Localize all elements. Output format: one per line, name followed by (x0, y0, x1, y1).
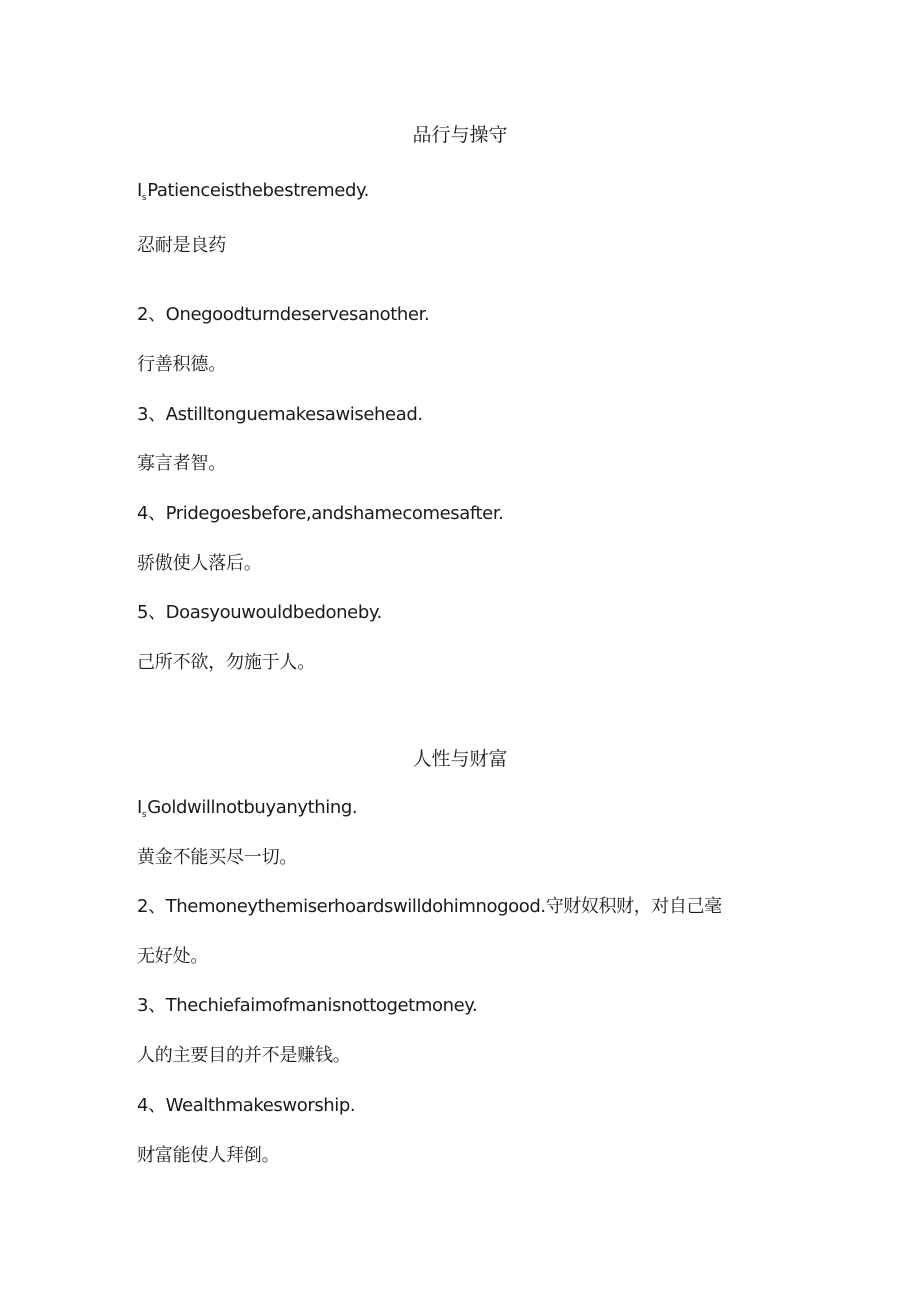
proverb-text: Onegoodturndeservesanother. (165, 304, 430, 325)
proverb-line (137, 179, 369, 210)
section-title: 品行与操守 (412, 124, 508, 146)
translation-line: 寡言者智。 (137, 453, 226, 474)
proverb-line (137, 403, 423, 427)
proverb-text: Thechiefaimofmanisnottogetmoney. (165, 995, 478, 1016)
item-separator: 、 (148, 896, 166, 917)
translation-line: 黄金不能买尽一切。 (137, 847, 298, 868)
item-separator: 、 (148, 1095, 166, 1116)
proverb-text: Astilltonguemakesawisehead. (165, 404, 423, 425)
item-number: I (137, 180, 142, 201)
proverb-text: Doasyouwouldbedoneby. (165, 602, 382, 623)
proverb-line (137, 601, 382, 625)
item-number: 2 (137, 896, 149, 917)
proverb-line (137, 994, 477, 1018)
proverb-text: Goldwillnotbuyanything. (147, 797, 358, 818)
proverb-line (137, 895, 722, 919)
item-separator: 、 (148, 602, 166, 623)
item-number-sub: s (141, 810, 147, 820)
translation-line: 无好处。 (137, 946, 209, 967)
item-number: 3 (137, 404, 149, 425)
item-number: 2 (137, 304, 149, 325)
proverb-line (137, 1094, 355, 1118)
translation-line: 行善积德。 (137, 354, 226, 375)
translation-line: 忍耐是良药 (137, 235, 226, 256)
translation-line: 人的主要目的并不是赚钱。 (137, 1045, 351, 1066)
translation-line: 骄傲使人落后。 (137, 553, 262, 574)
translation-line: 财富能使人拜倒。 (137, 1145, 280, 1166)
proverb-line (137, 303, 429, 327)
item-number: 5 (137, 602, 149, 623)
proverb-text: Wealthmakesworship. (165, 1095, 356, 1116)
item-separator: 、 (148, 304, 166, 325)
proverb-text: Pridegoesbefore,andshamecomesafter. (165, 503, 504, 524)
item-number: 4 (137, 1095, 149, 1116)
item-separator: 、 (148, 995, 166, 1016)
item-number: 4 (137, 503, 149, 524)
item-number: I (137, 797, 142, 818)
translation-line: 己所不欲，勿施于人。 (137, 652, 315, 673)
proverb-text: Themoneythemiserhoardswilldohimnogood.守财奴积财，对自己毫 (165, 896, 722, 917)
section-title: 人性与财富 (412, 748, 508, 770)
proverb-text: Patienceisthebestremedy. (147, 180, 369, 201)
proverb-line (137, 502, 504, 526)
item-separator: 、 (148, 503, 166, 524)
item-separator: 、 (148, 404, 166, 425)
proverb-line (137, 796, 357, 827)
item-number-sub: s (141, 193, 147, 203)
item-number: 3 (137, 995, 149, 1016)
